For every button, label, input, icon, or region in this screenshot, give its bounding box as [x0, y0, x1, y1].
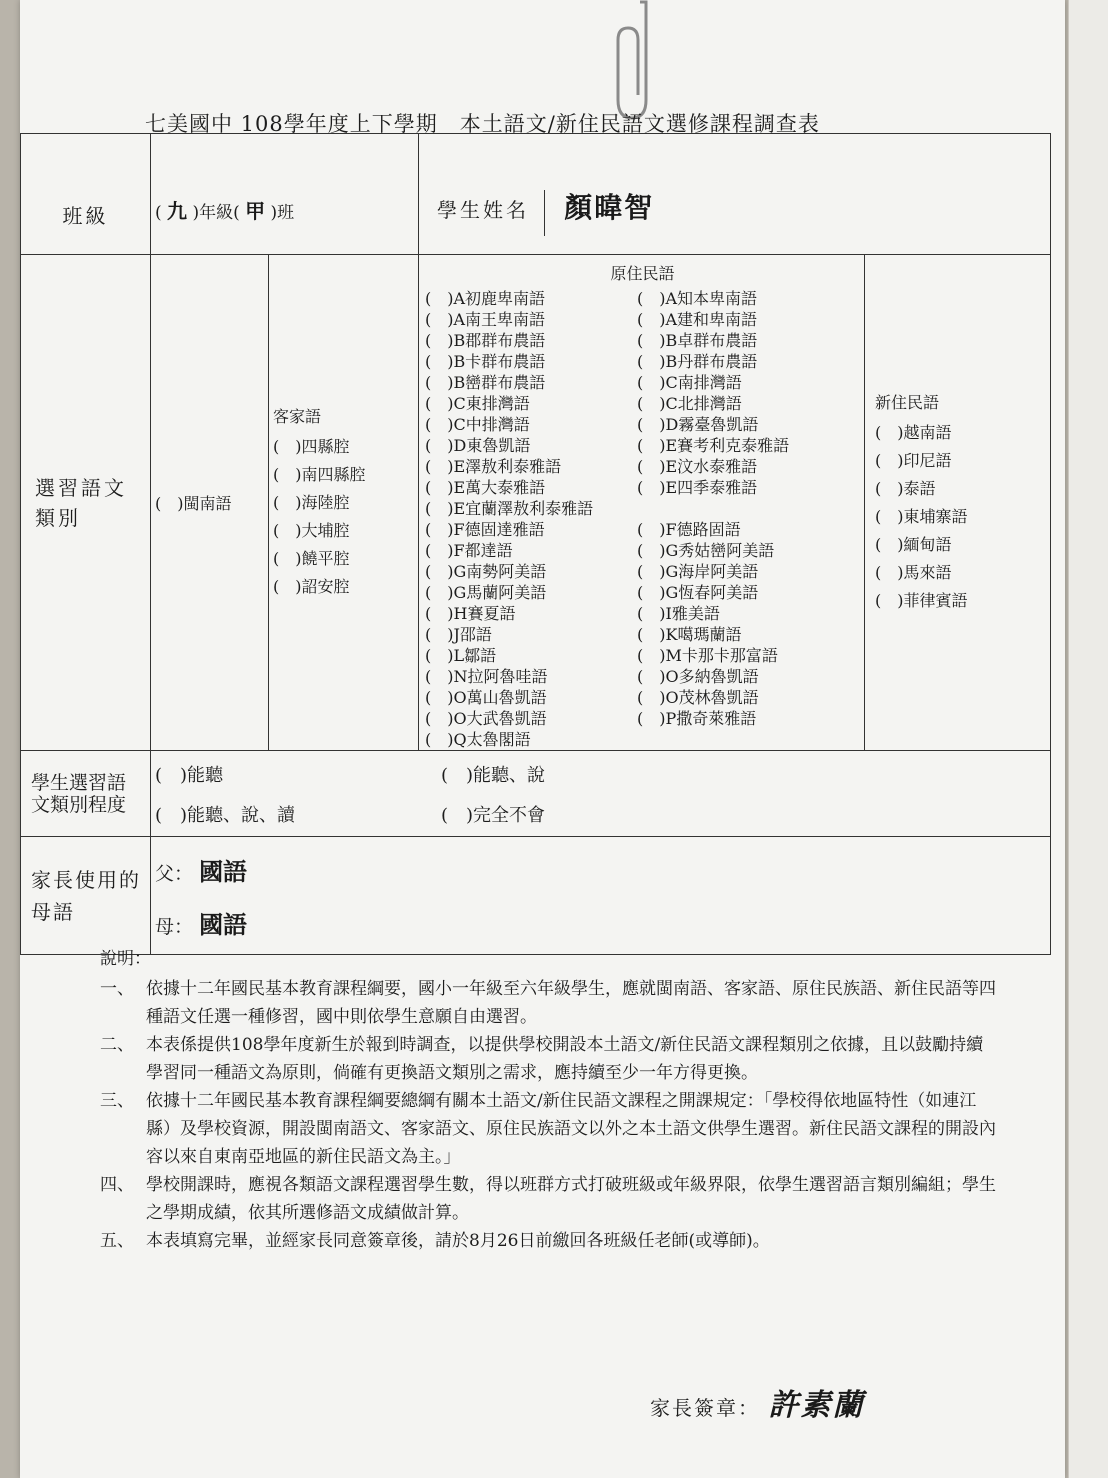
- new-resident-option[interactable]: ( )東埔寨語: [875, 507, 968, 526]
- indigenous-option[interactable]: ( )B卓群布農語: [637, 331, 758, 350]
- instructions-heading: 說明：: [100, 949, 151, 969]
- new-resident-option[interactable]: ( )菲律賓語: [875, 591, 968, 610]
- indigenous-option[interactable]: ( )E宜蘭澤敖利泰雅語: [425, 499, 594, 518]
- indigenous-option[interactable]: ( )B郡群布農語: [425, 331, 546, 350]
- indigenous-option[interactable]: ( )D東魯凱語: [425, 436, 531, 455]
- indigenous-option[interactable]: ( )C南排灣語: [637, 373, 742, 392]
- indigenous-option[interactable]: ( )M卡那卡那富語: [637, 646, 778, 665]
- new-resident-option[interactable]: ( )泰語: [875, 479, 936, 498]
- indigenous-option[interactable]: ( )E四季泰雅語: [637, 478, 758, 497]
- indigenous-title: 原住民語: [610, 264, 675, 283]
- hakka-cell: [269, 255, 419, 751]
- indigenous-option[interactable]: ( )E賽考利克泰雅語: [637, 436, 790, 455]
- proficiency-option-listen-speak[interactable]: ( )能聽、說: [441, 764, 546, 786]
- student-name-label: 學生姓名: [437, 198, 530, 222]
- father-label: 父：: [155, 862, 194, 885]
- indigenous-option[interactable]: ( )O大武魯凱語: [425, 709, 547, 728]
- instruction-item: 一、 依據十二年國民基本教育課程綱要，國小一年級至六年級學生，應就閩南語、客家語、原住民族語、新住民語等四種語文任選一種修習，國中則依學生意願自由選習。: [100, 979, 996, 1027]
- hakka-option[interactable]: ( )饒平腔: [273, 549, 350, 568]
- indigenous-option[interactable]: ( )A南王卑南語: [425, 310, 546, 329]
- instruction-item: 二、 本表係提供108學年度新生於報到時調查，以提供學校開設本土語文/新住民語文課程類別之依據，且以鼓勵持續學習同一種語文為原則，倘確有更換語文類別之需求，應持續至少一年方得更換。: [100, 1035, 984, 1083]
- indigenous-option[interactable]: ( )B卡群布農語: [425, 352, 546, 371]
- paperclip-icon: [610, 0, 658, 125]
- proficiency-option-listen[interactable]: ( )能聽: [155, 764, 224, 786]
- new-resident-option[interactable]: ( )印尼語: [875, 451, 952, 470]
- indigenous-option[interactable]: ( )E萬大泰雅語: [425, 478, 546, 497]
- minnan-option[interactable]: ( )閩南語: [151, 255, 269, 751]
- indigenous-option[interactable]: ( )A知本卑南語: [637, 289, 758, 308]
- student-name-cell: [419, 134, 1051, 255]
- new-resident-cell: [865, 255, 1051, 751]
- proficiency-options: [151, 751, 1051, 837]
- indigenous-option[interactable]: ( )F德路固語: [637, 520, 741, 539]
- instruction-item: 五、 本表填寫完畢，並經家長同意簽章後，請於8月26日前繳回各班級任老師(或導師)。: [100, 1231, 770, 1251]
- new-resident-option[interactable]: ( )越南語: [875, 423, 952, 442]
- student-name-value[interactable]: 顏暐智: [564, 191, 655, 224]
- indigenous-option[interactable]: ( )O茂林魯凱語: [637, 688, 759, 707]
- indigenous-option[interactable]: ( )Q太魯閣語: [425, 730, 531, 749]
- indigenous-option[interactable]: ( )E澤敖利泰雅語: [425, 457, 562, 476]
- class-label: 班級: [21, 134, 151, 255]
- signature-value[interactable]: 許素蘭: [768, 1388, 865, 1423]
- indigenous-option[interactable]: ( )C東排灣語: [425, 394, 530, 413]
- hakka-option[interactable]: ( )南四縣腔: [273, 465, 366, 484]
- indigenous-option[interactable]: ( )G馬蘭阿美語: [425, 583, 547, 602]
- indigenous-option[interactable]: ( )B巒群布農語: [425, 373, 546, 392]
- indigenous-option[interactable]: ( )C北排灣語: [637, 394, 742, 413]
- mother-label: 母：: [155, 915, 194, 938]
- survey-table: [20, 133, 1051, 955]
- instructions: [100, 945, 1000, 1255]
- new-resident-title: 新住民語: [875, 393, 940, 412]
- indigenous-option[interactable]: ( )O多納魯凱語: [637, 667, 759, 686]
- indigenous-option[interactable]: ( )C中排灣語: [425, 415, 530, 434]
- signature-label: 家長簽章：: [650, 1396, 760, 1420]
- indigenous-option[interactable]: ( )A初鹿卑南語: [425, 289, 546, 308]
- new-resident-option[interactable]: ( )緬甸語: [875, 535, 952, 554]
- hakka-option[interactable]: ( )海陸腔: [273, 493, 350, 512]
- indigenous-option[interactable]: ( )J邵語: [425, 625, 492, 644]
- proficiency-label: 學生選習語文類別程度: [21, 751, 151, 837]
- parent-signature: [650, 1380, 864, 1424]
- indigenous-option[interactable]: ( )G海岸阿美語: [637, 562, 759, 581]
- indigenous-option[interactable]: ( )G恆春阿美語: [637, 583, 759, 602]
- form-title: 七美國中 108學年度上下學期 本土語文/新住民語文選修課程調查表: [145, 112, 820, 136]
- indigenous-option[interactable]: ( )A建和卑南語: [637, 310, 758, 329]
- indigenous-option[interactable]: ( )F德固達雅語: [425, 520, 545, 539]
- instruction-item: 四、 學校開課時，應視各類語文課程選習學生數，得以班群方式打破班級或年級界限，依學生選習語言類別編組；學生之學期成績，依其所選修語文成績做計算。: [100, 1175, 996, 1223]
- grade-value[interactable]: 九: [167, 198, 188, 223]
- parent-language-cell: [151, 837, 1051, 955]
- indigenous-option[interactable]: ( )K噶瑪蘭語: [637, 625, 742, 644]
- next-sheet-edge: [1068, 0, 1108, 1478]
- hakka-option[interactable]: ( )大埔腔: [273, 521, 350, 540]
- indigenous-option[interactable]: ( )O萬山魯凱語: [425, 688, 547, 707]
- indigenous-option[interactable]: ( )F都達語: [425, 541, 513, 560]
- indigenous-option[interactable]: ( )P撒奇萊雅語: [637, 709, 757, 728]
- parent-language-label: 家長使用的母語: [21, 837, 151, 955]
- class-value[interactable]: 甲: [245, 198, 266, 223]
- indigenous-option[interactable]: ( )N拉阿魯哇語: [425, 667, 548, 686]
- indigenous-option[interactable]: ( )B丹群布農語: [637, 352, 758, 371]
- indigenous-option[interactable]: ( )I雅美語: [637, 604, 720, 623]
- proficiency-option-listen-speak-read[interactable]: ( )能聽、說、讀: [155, 804, 296, 826]
- indigenous-spacer: [637, 498, 859, 519]
- indigenous-option[interactable]: ( )G秀姑巒阿美語: [637, 541, 775, 560]
- hakka-option[interactable]: ( )四縣腔: [273, 437, 350, 456]
- proficiency-option-none[interactable]: ( )完全不會: [441, 804, 546, 826]
- indigenous-col-2: [637, 288, 859, 750]
- indigenous-option[interactable]: ( )D霧臺魯凱語: [637, 415, 759, 434]
- indigenous-option[interactable]: ( )G南勢阿美語: [425, 562, 547, 581]
- hakka-option[interactable]: ( )詔安腔: [273, 577, 350, 596]
- hakka-title: 客家語: [273, 407, 322, 426]
- indigenous-cell: [419, 255, 865, 751]
- indigenous-option[interactable]: ( )E汶水泰雅語: [637, 457, 758, 476]
- instruction-item: 三、 依據十二年國民基本教育課程綱要總綱有關本土語文/新住民語文課程之開課規定：「學校得依地區特性（如連江縣）及學校資源，開設閩南語文、客家語文、原住民族語文以外之本土語文供學生選習。新住民語文課程的開設內容以來自東南亞地區的新住民語文為主。」: [100, 1091, 996, 1167]
- indigenous-option[interactable]: ( )L鄒語: [425, 646, 497, 665]
- indigenous-option[interactable]: ( )H賽夏語: [425, 604, 516, 623]
- new-resident-option[interactable]: ( )馬來語: [875, 563, 952, 582]
- father-language-value[interactable]: 國語: [199, 856, 248, 886]
- language-category-label: 選習語文類別: [21, 255, 151, 751]
- indigenous-col-1: [425, 288, 637, 750]
- mother-language-value[interactable]: 國語: [199, 909, 248, 939]
- grade-class-cell: ( 九 )年級( 甲 )班: [151, 134, 419, 255]
